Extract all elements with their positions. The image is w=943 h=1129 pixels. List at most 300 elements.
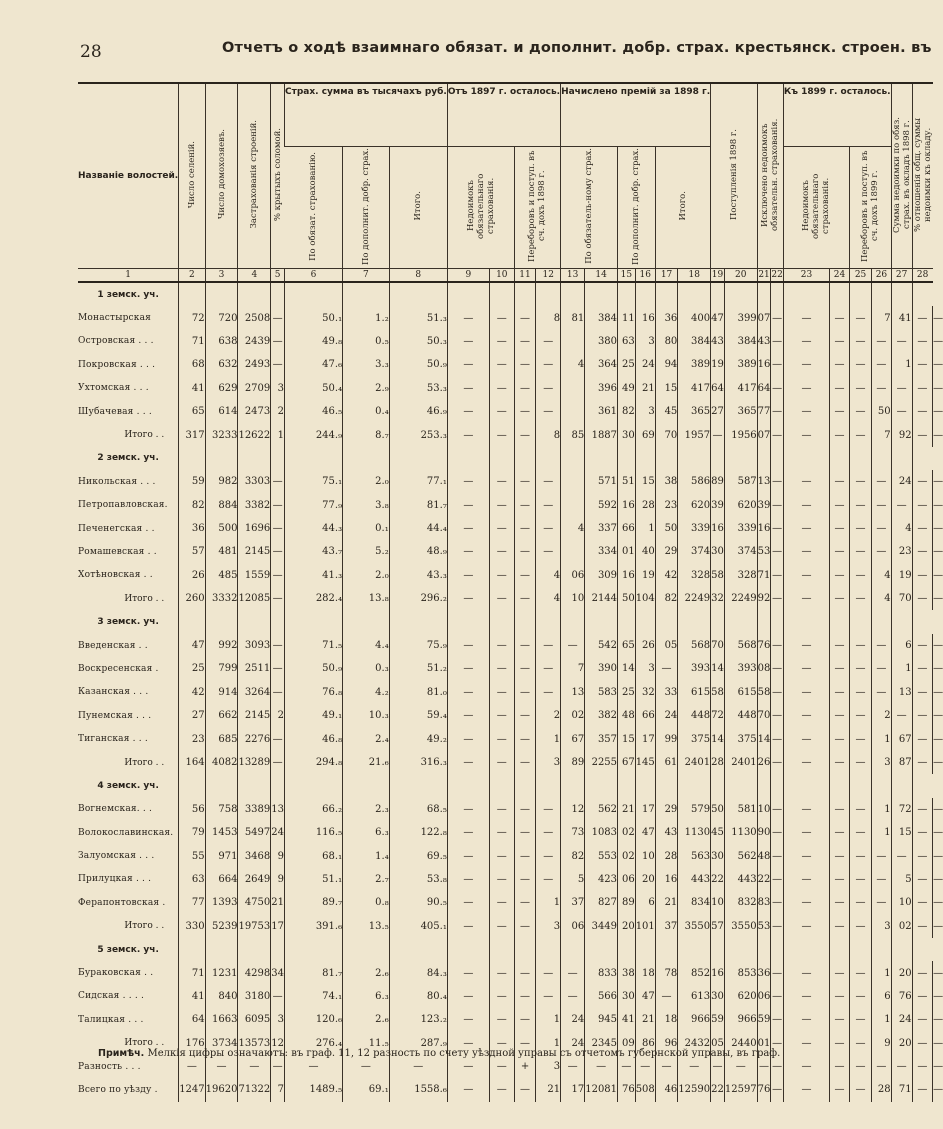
empty-cell [678, 610, 711, 633]
table-cell: 3389 [238, 798, 271, 821]
empty-cell [514, 774, 536, 797]
table-cell: 06 [618, 868, 636, 891]
table-cell: 365 [678, 400, 711, 423]
empty-cell [179, 282, 205, 306]
table-cell: 4.₄ [343, 634, 390, 657]
district-label: 4 земск. уч. [97, 780, 159, 791]
table-cell: — [490, 517, 515, 540]
table-cell: — [783, 751, 829, 774]
table-cell: 44.₃ [285, 517, 343, 540]
table-cell: — [830, 704, 850, 727]
table-cell: 71322 [238, 1078, 271, 1101]
table-cell: — [891, 494, 912, 517]
table-cell: 82 [179, 494, 205, 517]
table-cell: — [536, 657, 561, 680]
empty-cell [830, 610, 850, 633]
empty-cell [271, 282, 285, 306]
column-number: 28 [912, 269, 933, 283]
table-cell: 43 [711, 330, 725, 353]
empty-cell [205, 938, 238, 961]
empty-cell [655, 282, 678, 306]
table-cell: 22 [757, 868, 771, 891]
empty-cell [561, 610, 585, 633]
table-cell: 19620 [205, 1078, 238, 1101]
table-cell: 1 [536, 891, 561, 914]
column-header-name: Названіе волостей. [78, 83, 179, 269]
empty-cell [849, 282, 871, 306]
table-cell: 7 [872, 306, 891, 329]
table-cell: 581 [724, 798, 757, 821]
table-cell: — [447, 961, 489, 984]
empty-cell [771, 282, 783, 306]
table-cell: 328 [724, 564, 757, 587]
table-cell: 89.₇ [285, 891, 343, 914]
table-cell: 361 [585, 400, 618, 423]
column-number: 4 [238, 269, 271, 283]
table-cell: 2709 [238, 377, 271, 400]
row-label: Пунемская . . . [78, 710, 152, 721]
table-cell: — [536, 470, 561, 493]
empty-cell [585, 282, 618, 306]
row-label: Воскресенская . [78, 663, 159, 674]
table-cell: 05 [655, 634, 678, 657]
empty-cell [238, 938, 271, 961]
table-cell: 1 [536, 1032, 561, 1055]
row-label: Хотѣновская . . [78, 570, 153, 581]
table-cell: — [912, 564, 933, 587]
table-cell: 89 [618, 891, 636, 914]
table-cell: — [830, 377, 850, 400]
table-cell: — [655, 985, 678, 1008]
table-cell: 43.₇ [285, 540, 343, 563]
empty-cell [711, 610, 725, 633]
district-label: 2 земск. уч. [97, 453, 159, 464]
table-cell: — [849, 844, 871, 867]
empty-cell [285, 447, 343, 470]
table-cell: — [536, 821, 561, 844]
column-number: 22 [771, 270, 783, 280]
table-cell: 64 [711, 377, 725, 400]
column-number: 24 [830, 269, 850, 283]
table-cell: 69.₅ [389, 844, 447, 867]
table-cell: — [830, 330, 850, 353]
table-cell: 393 [724, 657, 757, 680]
table-cell: 4082 [205, 751, 238, 774]
table-cell: 46.₅ [285, 400, 343, 423]
table-cell: — [783, 377, 829, 400]
table-cell: — [872, 634, 891, 657]
column-header-settlements: Число селеній. [179, 83, 205, 269]
table-cell: 5 [561, 868, 585, 891]
table-cell: — [514, 377, 536, 400]
empty-cell [635, 282, 655, 306]
table-cell: 78 [655, 961, 678, 984]
empty-cell [447, 447, 489, 470]
table-cell: 13289 [238, 751, 271, 774]
table-cell: — [536, 540, 561, 563]
empty-cell [285, 774, 343, 797]
table-cell: 41 [179, 377, 205, 400]
table-cell: 30 [711, 540, 725, 563]
table-cell: — [771, 915, 783, 938]
table-cell: 6095 [238, 1008, 271, 1031]
subtotal-row [78, 423, 943, 446]
table-cell: 28 [655, 844, 678, 867]
table-cell: — [514, 915, 536, 938]
table-cell: 43 [757, 330, 771, 353]
table-cell: — [849, 798, 871, 821]
empty-cell [285, 282, 343, 306]
column-header-prem-dop: По дополнит. добр. страх. [618, 147, 656, 269]
table-cell: 579 [678, 798, 711, 821]
empty-cell [655, 447, 678, 470]
table-cell: 77.₉ [285, 494, 343, 517]
row-label: Итого . . [124, 593, 165, 604]
table-cell: 2 [536, 704, 561, 727]
table-cell: 56 [179, 798, 205, 821]
table-cell: 720 [205, 306, 238, 329]
table-cell: — [830, 494, 850, 517]
table-cell: 09 [618, 1032, 636, 1055]
table-cell: — [490, 727, 515, 750]
table-cell: — [771, 751, 783, 774]
empty-cell [872, 282, 891, 306]
table-cell: — [830, 727, 850, 750]
table-cell: — [912, 353, 933, 376]
row-label: Волокославинская. [78, 827, 174, 838]
empty-cell [724, 447, 757, 470]
table-cell: — [271, 330, 285, 353]
empty-cell [711, 938, 725, 961]
table-cell: 632 [205, 353, 238, 376]
table-cell: 2 [271, 400, 285, 423]
table-cell: — [447, 751, 489, 774]
table-cell: 11.₅ [343, 1032, 390, 1055]
footnote-prefix: Примѣч. [98, 1048, 145, 1059]
table-cell: 330 [179, 915, 205, 938]
table-cell: 27 [711, 400, 725, 423]
table-cell: — [771, 1008, 783, 1031]
empty-cell [343, 774, 390, 797]
table-cell: — [490, 377, 515, 400]
table-cell: — [872, 330, 891, 353]
table-cell: 4 [536, 587, 561, 610]
table-cell: 92 [891, 423, 912, 446]
table-cell: — [490, 1032, 515, 1055]
table-cell: 0.₃ [343, 657, 390, 680]
table-cell: — [891, 704, 912, 727]
table-cell: 101 [635, 915, 655, 938]
column-number: 25 [849, 269, 871, 283]
table-cell: — [933, 961, 943, 984]
table-cell: 2.₆ [343, 1008, 390, 1031]
table-cell: — [830, 844, 850, 867]
empty-cell [771, 447, 783, 470]
table-cell: — [771, 844, 783, 867]
table-cell: 287.₉ [389, 1032, 447, 1055]
table-cell: 18 [655, 1008, 678, 1031]
table-cell: 443 [678, 868, 711, 891]
table-cell: 562 [585, 798, 618, 821]
empty-cell [912, 610, 933, 633]
table-cell: 58 [711, 681, 725, 704]
table-cell: — [783, 517, 829, 540]
table-row [78, 306, 943, 329]
table-cell: 20 [635, 868, 655, 891]
table-cell: 22 [711, 868, 725, 891]
table-cell: 12622 [238, 423, 271, 446]
table-cell: 3264 [238, 681, 271, 704]
column-header-nedoim-1897: Недоимокъ обязательнаго страхованія. [447, 147, 514, 269]
table-cell: — [849, 540, 871, 563]
empty-cell [783, 282, 829, 306]
row-label: Итого . . [124, 921, 165, 932]
table-cell: 1 [872, 798, 891, 821]
table-cell: — [271, 681, 285, 704]
table-cell: — [490, 798, 515, 821]
table-cell: — [490, 891, 515, 914]
table-cell: 971 [205, 844, 238, 867]
table-row [78, 821, 943, 844]
column-number: 11 [514, 269, 536, 283]
table-cell: 72 [711, 704, 725, 727]
empty-cell [618, 447, 636, 470]
table-cell: 120.₆ [285, 1008, 343, 1031]
column-header-receipts: Поступленія 1898 г. [711, 83, 758, 269]
table-row [78, 634, 943, 657]
table-row [78, 704, 943, 727]
row-label: Итого . . [124, 1038, 165, 1049]
table-cell: — [490, 1055, 515, 1078]
table-cell: — [849, 1008, 871, 1031]
table-cell: — [933, 400, 943, 423]
table-cell: 568 [678, 634, 711, 657]
table-cell: 81.₇ [285, 961, 343, 984]
table-cell: — [912, 751, 933, 774]
table-cell: 244.₉ [285, 423, 343, 446]
empty-cell [179, 938, 205, 961]
table-cell: — [783, 868, 829, 891]
table-cell: 1 [536, 727, 561, 750]
table-cell: — [872, 494, 891, 517]
table-cell: 69.₁ [343, 1078, 390, 1101]
table-cell: 53.₈ [389, 868, 447, 891]
table-cell: — [849, 564, 871, 587]
table-cell: — [271, 540, 285, 563]
table-cell: — [891, 377, 912, 400]
table-cell: 2.₀ [343, 564, 390, 587]
table-cell: 21.₆ [343, 751, 390, 774]
table-cell: 853 [724, 961, 757, 984]
table-cell: — [771, 540, 783, 563]
table-cell: 40 [635, 540, 655, 563]
table-cell: 53.₃ [389, 377, 447, 400]
column-group-remaining-1899: Къ 1899 г. осталось. [783, 83, 891, 147]
column-number: 3 [205, 269, 238, 283]
table-cell: 25 [618, 353, 636, 376]
table-cell: 39 [711, 494, 725, 517]
table-cell: — [933, 377, 943, 400]
table-cell: — [536, 377, 561, 400]
empty-cell [490, 447, 515, 470]
table-cell: 27 [179, 704, 205, 727]
table-cell: 32 [711, 587, 725, 610]
table-cell: — [447, 844, 489, 867]
table-cell: — [771, 681, 783, 704]
table-cell: 1393 [205, 891, 238, 914]
empty-cell [447, 774, 489, 797]
column-number: 21 [758, 270, 770, 280]
table-cell: — [912, 891, 933, 914]
table-cell: 1 [891, 353, 912, 376]
table-cell: — [771, 423, 783, 446]
table-cell: 2 [271, 704, 285, 727]
empty-cell [514, 447, 536, 470]
table-cell: — [447, 985, 489, 1008]
subtotal-row [78, 751, 943, 774]
table-cell: — [933, 423, 943, 446]
table-cell: 316.₃ [389, 751, 447, 774]
table-cell: 30 [618, 985, 636, 1008]
table-cell: — [514, 470, 536, 493]
table-cell: — [912, 844, 933, 867]
table-cell: — [514, 751, 536, 774]
table-cell: — [872, 657, 891, 680]
table-cell: 12 [561, 798, 585, 821]
table-cell: 3550 [678, 915, 711, 938]
table-cell: — [490, 540, 515, 563]
table-cell: — [783, 727, 829, 750]
table-cell: 67 [891, 727, 912, 750]
table-cell: — [830, 587, 850, 610]
table-cell: — [783, 1078, 829, 1101]
table-cell: — [872, 681, 891, 704]
table-cell: 5497 [238, 821, 271, 844]
table-cell: 3180 [238, 985, 271, 1008]
table-cell: 13 [271, 798, 285, 821]
table-cell: — [849, 634, 871, 657]
empty-cell [724, 610, 757, 633]
table-cell: 66 [618, 517, 636, 540]
row-label: Итого . . [124, 430, 165, 441]
table-cell: — [912, 400, 933, 423]
table-cell: 21 [635, 377, 655, 400]
table-cell: — [771, 587, 783, 610]
empty-cell [536, 282, 561, 306]
table-cell: — [561, 1055, 585, 1078]
table-cell: 24 [891, 1008, 912, 1031]
table-cell: 02 [891, 915, 912, 938]
table-cell: — [771, 961, 783, 984]
table-cell: 19753 [238, 915, 271, 938]
subtotal-row [78, 587, 943, 610]
table-cell: 615 [678, 681, 711, 704]
table-cell: — [514, 564, 536, 587]
table-cell: 37 [561, 891, 585, 914]
table-cell: 70 [757, 704, 771, 727]
table-cell: — [933, 470, 943, 493]
table-cell: — [849, 751, 871, 774]
table-cell: — [389, 1055, 447, 1078]
table-cell: — [271, 751, 285, 774]
table-row [78, 353, 943, 376]
table-cell: 67 [618, 751, 636, 774]
table-cell: — [830, 681, 850, 704]
table-cell: — [238, 1055, 271, 1078]
table-cell: 24 [561, 1032, 585, 1055]
empty-cell [514, 938, 536, 961]
table-cell: — [872, 517, 891, 540]
table-cell: — [891, 400, 912, 423]
table-cell: 70 [655, 423, 678, 446]
empty-cell [343, 282, 390, 306]
table-cell: — [447, 915, 489, 938]
table-cell: — [849, 517, 871, 540]
table-cell: — [933, 517, 943, 540]
table-cell: 123.₂ [389, 1008, 447, 1031]
column-header-householders: Число домохозяевъ. [205, 83, 238, 269]
table-cell: — [830, 400, 850, 423]
table-cell: — [490, 868, 515, 891]
table-cell: 5239 [205, 915, 238, 938]
table-cell: — [343, 1055, 390, 1078]
table-cell: 77.₁ [389, 470, 447, 493]
table-cell: 1453 [205, 821, 238, 844]
table-cell: — [830, 985, 850, 1008]
table-cell: 49 [618, 377, 636, 400]
row-label: Сидская . . . . [78, 991, 145, 1002]
table-cell: 19 [891, 564, 912, 587]
empty-cell [872, 938, 891, 961]
table-cell: 57 [711, 915, 725, 938]
table-cell: 566 [585, 985, 618, 1008]
table-cell: 4 [872, 564, 891, 587]
column-number: 10 [490, 269, 515, 283]
table-cell: 2440 [724, 1032, 757, 1055]
table-cell: — [205, 1055, 238, 1078]
table-cell: — [514, 681, 536, 704]
table-cell: 22 [711, 1078, 725, 1101]
table-cell: 12081 [585, 1078, 618, 1101]
empty-cell [389, 447, 447, 470]
table-cell: — [830, 657, 850, 680]
table-cell: 14 [618, 657, 636, 680]
table-cell: — [933, 494, 943, 517]
row-label: Шубачевая . . . [78, 406, 152, 417]
table-cell: 4 [561, 517, 585, 540]
table-cell: 10 [757, 798, 771, 821]
table-cell: — [490, 306, 515, 329]
table-cell: — [783, 634, 829, 657]
table-cell: + [514, 1055, 536, 1078]
table-cell: — [912, 1078, 933, 1101]
table-cell: 80.₄ [389, 985, 447, 1008]
table-cell: — [490, 564, 515, 587]
empty-cell [179, 447, 205, 470]
table-cell: — [849, 868, 871, 891]
table-cell: — [536, 798, 561, 821]
table-cell: 28 [711, 751, 725, 774]
table-row [78, 1008, 943, 1031]
table-cell: 46 [655, 1078, 678, 1101]
table-cell: — [771, 891, 783, 914]
table-cell: 18 [635, 961, 655, 984]
table-cell: — [490, 470, 515, 493]
empty-cell [585, 774, 618, 797]
table-cell: 1 [891, 657, 912, 680]
table-cell: 43 [655, 821, 678, 844]
table-cell: 32 [635, 681, 655, 704]
